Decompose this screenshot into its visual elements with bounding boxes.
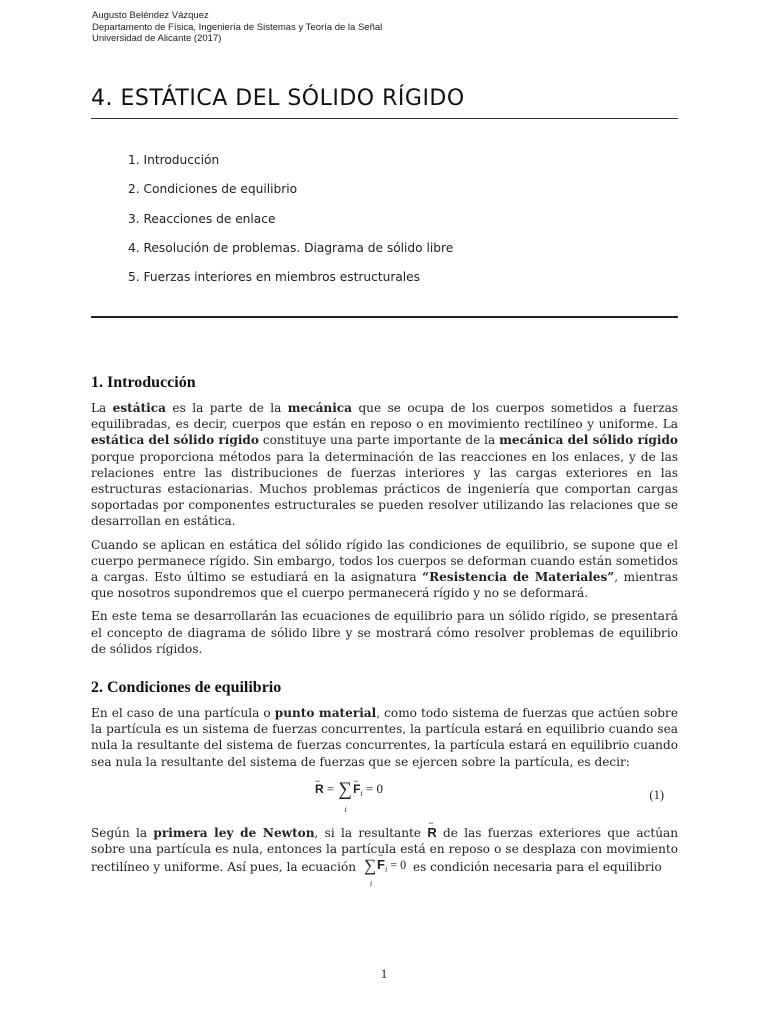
text-run: La [91, 401, 113, 415]
text-run: porque proporciona métodos para la determinación de las reacciones en los enlaces, y de las relaciones entre las distribuciones de fuerzas interiores y las cargas exteriores en las estructuras estacionarias. Muchos problemas prácticos de ingeniería que comportan cargas soportadas por componentes estructurales se pueden resolver utilizando las relaciones que se desarrollan en estática. [91, 449, 678, 529]
force-subscript: i [360, 788, 363, 798]
bold-term: punto material [274, 706, 377, 721]
text-run: En el caso de una partícula o [91, 706, 275, 721]
summation-index: i [344, 804, 347, 814]
text-run: Según la [91, 825, 154, 840]
bold-term: mecánica [287, 401, 353, 415]
force-vector: − F [377, 857, 385, 872]
document-header [92, 10, 382, 45]
force-subscript: i [384, 865, 388, 875]
equation-rhs: = 0 [390, 858, 407, 873]
resultant-vector-inline: − R [427, 825, 436, 840]
intro-paragraph-1 [91, 400, 678, 530]
text-run: , si la resultante [314, 825, 428, 840]
text-run: es la parte de la [165, 401, 288, 415]
author-name: Augusto Beléndez Vázquez [92, 10, 209, 21]
title-rule [91, 118, 678, 119]
text-run: , mientras que nosotros supondremos que el cuerpo permanecerá rígido y no se deformará. [91, 570, 678, 601]
bold-term: estática del sólido rígido [91, 433, 259, 448]
text-run: que se ocupa de los cuerpos sometidos a fuerzas equilibradas, es decir, cuerpos que están en reposo o en movimiento rectilíneo y uniforme. La [91, 401, 678, 432]
chapter-title: 4. ESTÁTICA DEL SÓLIDO RÍGIDO [91, 86, 465, 111]
text-run: constituye una parte importante de la [258, 433, 500, 448]
page-number: 1 [380, 966, 388, 981]
text-run: de las fuerzas exteriores que actúan sobre una partícula es nula, entonces la partícula está en reposo o se desplaza con movimiento rectilíneo y uniforme. Así pues, la ecuación [91, 825, 678, 875]
summation-symbol [338, 778, 353, 814]
toc-item: 1. Introducción [128, 153, 220, 167]
bold-term: mecánica del sólido rígido [499, 433, 678, 448]
sigma: ∑ [363, 856, 376, 876]
summation-symbol [363, 856, 376, 889]
text-run: es condición necesaria para el equilibrio [409, 860, 662, 875]
equation-1 [91, 777, 678, 823]
equation-rhs: = 0 [365, 780, 383, 796]
toc-item: 5. Fuerzas interiores en miembros estructurales [128, 270, 421, 285]
intro-paragraph-2 [91, 537, 678, 602]
document-body [91, 372, 678, 889]
equilibrium-paragraph-2 [91, 824, 678, 889]
university-name: Universidad de Alicante (2017) [92, 33, 222, 44]
toc-item: 2. Condiciones de equilibrio [128, 182, 298, 197]
bold-term: estática [112, 401, 166, 415]
resultant-vector: − R [315, 782, 324, 796]
toc-rule [91, 316, 678, 318]
bold-term: primera ley de Newton [153, 825, 315, 840]
equation-number: (1) [649, 787, 664, 802]
toc-item: 3. Reacciones de enlace [128, 211, 276, 226]
sigma: ∑ [338, 778, 353, 800]
summation-index: i [369, 879, 373, 889]
section-heading-intro: 1. Introducción [91, 374, 196, 391]
equals-sign: = [326, 780, 335, 796]
text-run: , como todo sistema de fuerzas que actúen sobre la partícula es un sistema de fuerzas concurrentes, la partícula estará en equilibrio cuando sea nula la resultante del sistema de fuerzas concurrentes, la partícula estará en equilibrio cuando sea nula la resultante del sistema de fuerzas que se ejercen sobre la partícula, es decir: [91, 706, 678, 769]
bold-term: “Resistencia de Materiales” [422, 570, 615, 585]
table-of-contents [128, 150, 453, 296]
intro-paragraph-3: En este tema se desarrollarán las ecuaciones de equilibrio para un sólido rígido, se presentará el concepto de diagrama de sólido libre y se mostrará cómo resolver problemas de equilibrio de sólidos rígidos. [91, 609, 678, 656]
department-name: Departamento de Física, Ingeniería de Sistemas y Teoría de la Señal [92, 21, 383, 33]
text-run: Cuando se aplican en estática del sólido rígido las condiciones de equilibrio, se supone que el cuerpo permanece rígido. Sin embargo, todos los cuerpos se deforman cuando están sometidos a cargas. Esto último se estudiará en la asignatura [91, 537, 678, 585]
force-vector: − F [353, 782, 360, 796]
inline-equation [363, 856, 407, 889]
section-heading-equilibrium: 2. Condiciones de equilibrio [91, 679, 282, 697]
equation-expression [315, 778, 383, 814]
toc-item: 4. Resolución de problemas. Diagrama de sólido libre [128, 240, 454, 255]
equilibrium-paragraph-1 [91, 705, 678, 770]
